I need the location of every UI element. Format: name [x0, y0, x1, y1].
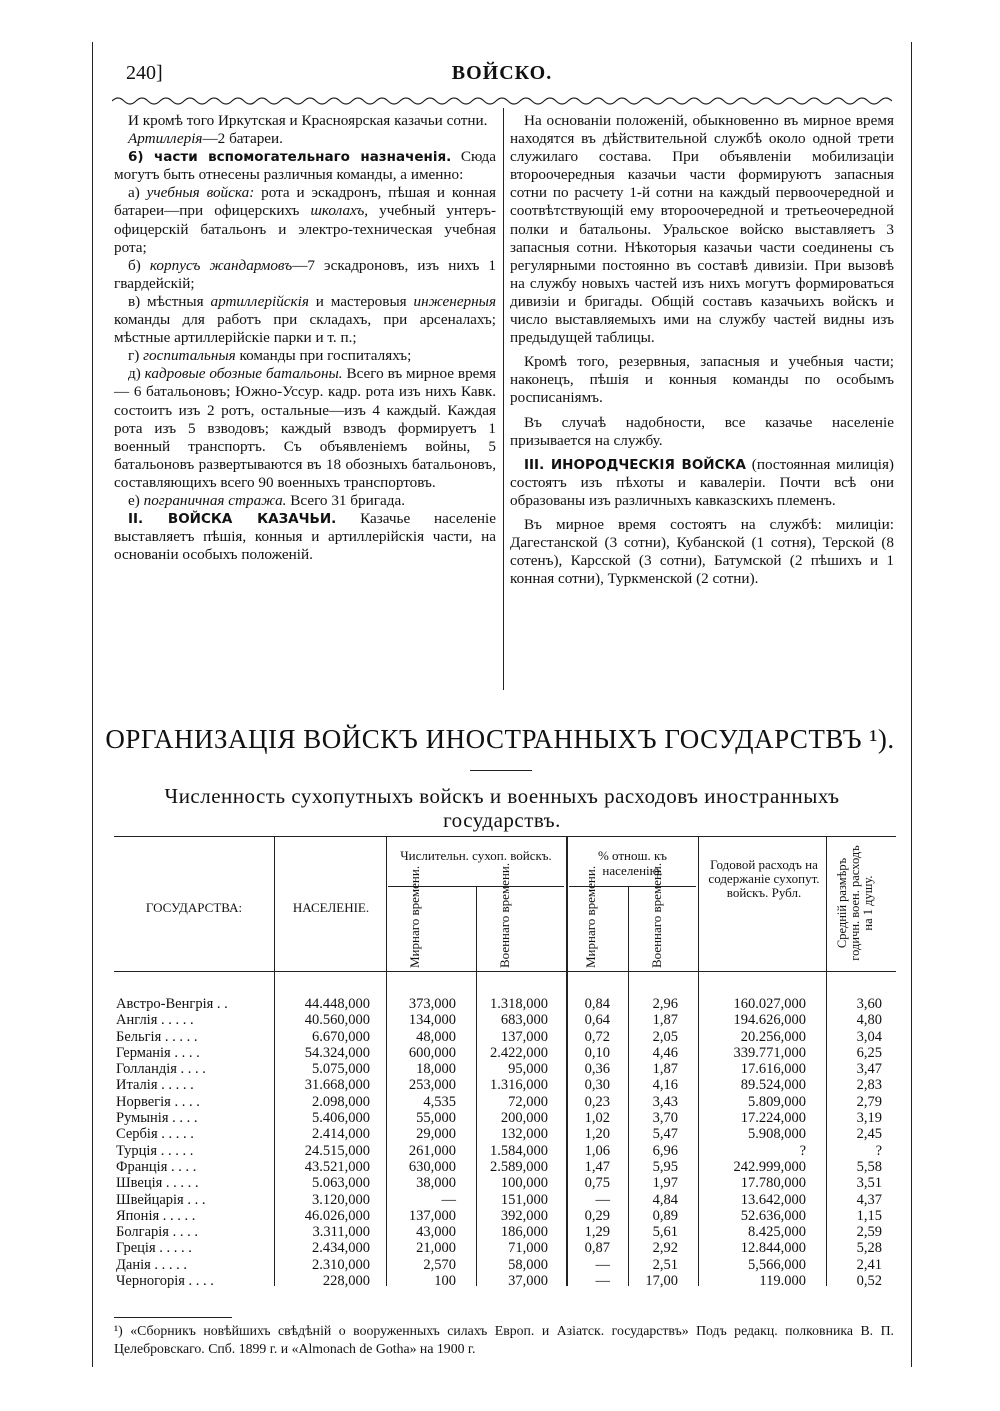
italic-term: госпитальныя [143, 347, 236, 365]
cell-expense: 194.626,000 [733, 1012, 806, 1029]
running-title: ВОЙСКО. [451, 62, 553, 84]
cell-average: 3,04 [856, 1028, 882, 1045]
paragraph [114, 130, 496, 148]
table-row [114, 1224, 896, 1240]
cell-war: 2.422,000 [490, 1044, 548, 1061]
cell-state: Румынія . . . . [116, 1110, 198, 1127]
text: а) [128, 184, 140, 202]
cell-state: Австро-Венгрія . . [116, 996, 228, 1012]
cell-state: Болгарія . . . . [116, 1224, 198, 1241]
paragraph [114, 492, 496, 510]
cell-population: 5.075,000 [312, 1061, 370, 1078]
paragraph [114, 347, 496, 365]
cell-population: 2.098,000 [312, 1093, 370, 1110]
paragraph [114, 365, 496, 492]
text: д) [128, 365, 141, 383]
table-row [114, 1143, 896, 1159]
italic-term: корпусъ жандармовъ [149, 256, 293, 274]
cell-war: 2.589,000 [490, 1158, 548, 1175]
cell-population: 2.310,000 [312, 1256, 370, 1273]
header-group-percent: % отнош. къ населенію. [597, 848, 668, 878]
cell-expense: 8.425,000 [748, 1224, 806, 1241]
section-lead: III. ИНОРОДЧЕСКІЯ ВОЙСКА [524, 456, 746, 473]
cell-population: 3.120,000 [312, 1191, 370, 1208]
italic-term: инженерныя [413, 292, 497, 310]
cell-state: Германія . . . . [116, 1044, 200, 1061]
italic-term: пограничная стража. [143, 491, 287, 509]
cell-population: 5.063,000 [312, 1175, 370, 1192]
cell-expense: 13.642,000 [740, 1191, 806, 1208]
cell-war-pct: 5,61 [652, 1224, 678, 1241]
cell-expense: ? [799, 1142, 806, 1159]
cell-state: Италія . . . . . [116, 1077, 194, 1094]
cell-population: 43.521,000 [304, 1158, 370, 1175]
paragraph: Въ случаѣ надобности, все казачье населеніе призывается на службу. [510, 413, 894, 449]
table-row [114, 1077, 896, 1093]
cell-war: 137,000 [500, 1028, 548, 1045]
cell-expense: 5.809,000 [748, 1093, 806, 1110]
cell-war-pct: 1,97 [652, 1175, 678, 1192]
cell-peace-pct: 0,10 [584, 1044, 610, 1061]
cell-average: 2,59 [856, 1224, 882, 1241]
text: и мастеровыя [315, 292, 407, 310]
cell-state: Черногорія . . . . [116, 1273, 214, 1290]
paragraph: На основаніи положеній, обыкновенно въ мирное время находятся въ дѣйствительной службѣ около одной трети служилаго состава. При объявленіи мобилизаціи второочередныя казачьи части формируютъ запасныя сотни по расчету 1-й сотни на каждый первоочередной и соотвѣтствующій ему второочередной и третьеочередной полки и батальоны. Уральское войско выставляетъ 3 запасныя сотни. Нѣкоторыя казачьи части соединены съ регулярными постоянно въ составѣ дивизіи. При вызовѣ на службу новыхъ частей изъ нихъ могутъ формироваться дивизіи и бригады. Общій составъ казачьихъ войскъ и число выставляемыхъ ими на службу частей видны изъ предыдущей таблицы. [510, 112, 894, 347]
table-row [114, 1094, 896, 1110]
table-row [114, 996, 896, 1012]
cell-average: 2,79 [856, 1093, 882, 1110]
cell-expense: 119.000 [759, 1273, 806, 1290]
cell-war: 683,000 [500, 1012, 548, 1029]
cell-war: 132,000 [500, 1126, 548, 1143]
cell-population: 2.414,000 [312, 1126, 370, 1143]
cell-war: 37,000 [508, 1273, 548, 1290]
table-row [114, 1110, 896, 1126]
header-peace-pct: Мирнаго времени. [583, 865, 598, 968]
cell-state: Японія . . . . . [116, 1207, 196, 1224]
italic-term: Артиллерія [128, 130, 203, 148]
text: —2 батареи. [202, 130, 283, 148]
text: б) [128, 256, 141, 274]
cell-peace-pct: 0,72 [584, 1028, 610, 1045]
cell-expense: 17.224,000 [740, 1110, 806, 1127]
cell-average: 2,41 [856, 1256, 882, 1273]
table-row [114, 1012, 896, 1028]
header-expense: Годовой расходъ на содержаніе сухопут. войскъ. Рубл. [708, 857, 820, 900]
cell-war-pct: 4,46 [652, 1044, 678, 1061]
cell-peace: 373,000 [408, 996, 456, 1012]
cell-peace: 18,000 [416, 1061, 456, 1078]
italic-term: учебныя войска: [146, 184, 255, 202]
cell-population: 31.668,000 [304, 1077, 370, 1094]
cell-population: 54.324,000 [304, 1044, 370, 1061]
cell-peace: 600,000 [408, 1044, 456, 1061]
paragraph [510, 456, 894, 510]
cell-population: 46.026,000 [304, 1207, 370, 1224]
cell-peace: 134,000 [408, 1012, 456, 1029]
page-number: 240] [126, 62, 163, 84]
cell-expense: 17.780,000 [740, 1175, 806, 1192]
table-title: Численность сухопутныхъ войскъ и военныхъ расходовъ иностранныхъ государствъ. [164, 784, 840, 832]
cell-peace-pct: 0,64 [584, 1012, 610, 1029]
cell-peace-pct: 1,20 [584, 1126, 610, 1143]
table-row [114, 1208, 896, 1224]
cell-peace: 48,000 [416, 1028, 456, 1045]
table-row [114, 1126, 896, 1142]
cell-war: 95,000 [508, 1061, 548, 1078]
cell-war-pct: 2,96 [652, 996, 678, 1012]
cell-peace-pct: 0,30 [584, 1077, 610, 1094]
cell-peace-pct: 0,29 [584, 1207, 610, 1224]
paragraph [114, 148, 496, 184]
text: в) мѣстныя [128, 292, 204, 310]
text: Казачье населеніе выставляетъ пѣшія, конныя и артиллерійскія части, на основаніи особыхъ положеній. [114, 510, 496, 564]
cell-population: 5.406,000 [312, 1110, 370, 1127]
cell-state: Швеція . . . . . [116, 1175, 199, 1192]
cell-peace: 261,000 [408, 1142, 456, 1159]
cell-peace-pct: 0,84 [584, 996, 610, 1012]
cell-state: Франція . . . . [116, 1158, 197, 1175]
header-war-pct: Военнаго времени. [649, 862, 664, 968]
text: —7 эскадроновъ, изъ нихъ 1 гвардейскій; [114, 256, 496, 292]
cell-war-pct: 17,00 [645, 1273, 678, 1290]
cell-expense: 5,566,000 [748, 1256, 806, 1273]
cell-average: 5,28 [856, 1240, 882, 1257]
cell-average: 2,45 [856, 1126, 882, 1143]
text: Сюда могутъ быть отнесены различныя команды, а именно: [114, 148, 496, 184]
cell-peace: 2,570 [423, 1256, 456, 1273]
cell-state: Бельгія . . . . . [116, 1028, 198, 1045]
cell-average: 2,83 [856, 1077, 882, 1094]
cell-war-pct: 4,84 [652, 1191, 678, 1208]
cell-average: ? [875, 1142, 882, 1159]
cell-expense: 52.636,000 [740, 1207, 806, 1224]
cell-war-pct: 4,16 [652, 1077, 678, 1094]
cell-war-pct: 0,89 [652, 1207, 678, 1224]
cell-war-pct: 3,43 [652, 1093, 678, 1110]
cell-population: 24.515,000 [304, 1142, 370, 1159]
cell-peace: 630,000 [408, 1158, 456, 1175]
cell-average: 3,19 [856, 1110, 882, 1127]
italic-term: артиллерійскія [210, 292, 309, 310]
cell-population: 40.560,000 [304, 1012, 370, 1029]
table-row [114, 1175, 896, 1191]
paragraph [114, 510, 496, 564]
cell-war-pct: 5,95 [652, 1158, 678, 1175]
footnote-rule [114, 1317, 232, 1318]
cell-average: 5,58 [856, 1158, 882, 1175]
cell-war: 71,000 [508, 1240, 548, 1257]
cell-peace: 38,000 [416, 1175, 456, 1192]
header-group-numbers: Числительн. сухоп. войскъ. [400, 848, 552, 863]
cell-peace-pct: 0,23 [584, 1093, 610, 1110]
cell-expense: 242.999,000 [733, 1158, 806, 1175]
footnote: ¹) «Сборникъ новѣйшихъ свѣдѣній о вооруженныхъ силахъ Европ. и Азіатск. государствъ» Подъ редакц. полковника В. П. Целебровскаго. Спб. 1899 г. и «Almonach de Gotha» на 1900 г. [114, 1323, 894, 1356]
cell-peace-pct: 0,36 [584, 1061, 610, 1078]
cell-peace: 55,000 [416, 1110, 456, 1127]
cell-war-pct: 2,51 [652, 1256, 678, 1273]
section-title: ОРГАНИЗАЦІЯ ВОЙСКЪ ИНОСТРАННЫХЪ ГОСУДАРСТВЪ ¹). [105, 724, 895, 754]
header-state: ГОСУДАРСТВА: [145, 900, 243, 915]
cell-war-pct: 1,87 [652, 1012, 678, 1029]
cell-state: Голландія . . . . [116, 1061, 206, 1078]
cell-peace: 137,000 [408, 1207, 456, 1224]
header-average: Средній размѣръ годичн. воен. расходъ на 1 душу. [835, 845, 875, 961]
cell-average: 6,25 [856, 1044, 882, 1061]
cell-expense: 20.256,000 [740, 1028, 806, 1045]
text: команды при госпиталяхъ; [239, 347, 412, 365]
italic-term: школахъ, [310, 202, 369, 220]
cell-state: Данія . . . . . [116, 1256, 188, 1273]
table-row [114, 1061, 896, 1077]
cell-war-pct: 3,70 [652, 1110, 678, 1127]
cell-war-pct: 2,92 [652, 1240, 678, 1257]
cell-peace: 253,000 [408, 1077, 456, 1094]
cell-peace-pct: — [595, 1191, 610, 1208]
cell-war: 186,000 [500, 1224, 548, 1241]
cell-state: Швейцарія . . . [116, 1191, 206, 1208]
cell-peace-pct: 1,29 [584, 1224, 610, 1241]
cell-average: 4,80 [856, 1012, 882, 1029]
header-peace: Мирнаго времени. [407, 865, 422, 968]
cell-expense: 17.616,000 [740, 1061, 806, 1078]
cell-war: 1.584,000 [490, 1142, 548, 1159]
paragraph: И кромѣ того Иркутская и Красноярская казачьи сотни. [128, 112, 488, 129]
cell-war-pct: 5,47 [652, 1126, 678, 1143]
cell-peace-pct: 0,75 [584, 1175, 610, 1192]
cell-average: 3,60 [856, 996, 882, 1012]
cell-peace: 100 [434, 1273, 456, 1290]
cell-state: Греція . . . . . [116, 1240, 192, 1257]
table-top-rule [114, 836, 896, 837]
text: е) [128, 491, 140, 509]
cell-war: 1.316,000 [490, 1077, 548, 1094]
text: рота и эскадронъ, пѣшая и конная батареи—при офицерскихъ [114, 184, 496, 220]
running-head [112, 62, 892, 92]
text: Всего въ мирное время — 6 батальоновъ; Южно-Уссур. кадр. рота изъ нихъ Кавк. состоитъ изъ 2 ротъ, остальные—изъ 4 каждый. Каждая рота изъ 5 взводовъ; каждый взводъ формируетъ 1 военный транспортъ. Съ объявленіемъ войны, 5 батальоновъ развертываются въ 18 обозныхъ батальоновъ, составляющихъ всего 90 военныхъ транспортовъ. [114, 365, 496, 491]
table-row [114, 1029, 896, 1045]
text: команды для работъ при складахъ, при арсеналахъ; мѣстные артиллерійскіе парки и т. п.; [114, 311, 496, 347]
cell-war: 58,000 [508, 1256, 548, 1273]
cell-state: Турція . . . . . [116, 1142, 194, 1159]
cell-state: Англія . . . . . [116, 1012, 194, 1029]
cell-peace-pct: — [595, 1256, 610, 1273]
cell-population: 228,000 [322, 1273, 370, 1290]
table-row [114, 1192, 896, 1208]
cell-peace-pct: 0,87 [584, 1240, 610, 1257]
paragraph: Въ мирное время состоятъ на службѣ: милиціи: Дагестанской (3 сотни), Кубанской (1 сотня), Терской (8 сотенъ), Карсской (3 сотни), Батумской (2 пѣшихъ и 1 конная сотни), Туркменской (2 сотни). [510, 515, 894, 588]
cell-average: 0,52 [856, 1273, 882, 1290]
cell-expense: 89.524,000 [740, 1077, 806, 1094]
cell-war: 100,000 [500, 1175, 548, 1192]
cell-population: 3.311,000 [312, 1224, 370, 1241]
table-row [114, 1273, 896, 1289]
italic-term: кадровые обозные батальоны. [144, 365, 343, 383]
cell-peace: 43,000 [416, 1224, 456, 1241]
cell-peace-pct: 1,06 [584, 1142, 610, 1159]
cell-war: 151,000 [500, 1191, 548, 1208]
cell-war: 1.318,000 [490, 996, 548, 1012]
section-lead: 6) части вспомогательнаго назначенія. [128, 149, 452, 166]
cell-average: 1,15 [856, 1207, 882, 1224]
cell-state: Норвегія . . . . [116, 1093, 200, 1110]
cell-peace: — [441, 1191, 456, 1208]
cell-state: Сербія . . . . . [116, 1126, 194, 1143]
cell-population: 44.448,000 [304, 996, 370, 1012]
left-column [114, 112, 496, 564]
cell-expense: 12.844,000 [740, 1240, 806, 1257]
cell-population: 2.434,000 [312, 1240, 370, 1257]
paragraph: Кромѣ того, резервныя, запасныя и учебныя части; наконецъ, пѣшія и конныя команды по особымъ росписаніямъ. [510, 353, 894, 407]
text: г) [128, 347, 140, 365]
cell-peace: 29,000 [416, 1126, 456, 1143]
cell-peace-pct: 1,47 [584, 1158, 610, 1175]
cell-peace: 21,000 [416, 1240, 456, 1257]
table-row [114, 1240, 896, 1256]
cell-war: 200,000 [500, 1110, 548, 1127]
text: Всего 31 бригада. [290, 491, 405, 509]
cell-war-pct: 6,96 [652, 1142, 678, 1159]
header-bottom-rule [114, 971, 896, 972]
wavy-rule [112, 95, 892, 107]
cell-war-pct: 2,05 [652, 1028, 678, 1045]
section-lead: II. ВОЙСКА КАЗАЧЬИ. [128, 511, 337, 528]
header-population: НАСЕЛЕНІЕ. [292, 900, 370, 915]
table-body [114, 996, 896, 1289]
paragraph [114, 293, 496, 347]
cell-population: 6.670,000 [312, 1028, 370, 1045]
cell-peace: 4,535 [423, 1093, 456, 1110]
text: учебный унтеръ-офицерскій батальонъ и электро-техническая учебная рота; [114, 202, 497, 256]
text: (постоянная милиція) состоятъ изъ пѣхоты и кавалеріи. Почти всѣ они образованы изъ различныхъ кавказскихъ племенъ. [510, 455, 894, 509]
column-divider [503, 108, 504, 690]
paragraph [114, 184, 496, 256]
right-column [510, 112, 894, 588]
cell-peace-pct: 1,02 [584, 1110, 610, 1127]
table-row [114, 1257, 896, 1273]
paragraph [114, 257, 496, 293]
cell-average: 3,47 [856, 1061, 882, 1078]
short-rule [470, 770, 532, 771]
cell-expense: 160.027,000 [733, 996, 806, 1012]
cell-expense: 339.771,000 [733, 1044, 806, 1061]
table-row [114, 1045, 896, 1061]
table-row [114, 1159, 896, 1175]
header-war: Военнаго времени. [497, 862, 512, 968]
cell-expense: 5.908,000 [748, 1126, 806, 1143]
cell-average: 4,37 [856, 1191, 882, 1208]
cell-war: 392,000 [500, 1207, 548, 1224]
cell-average: 3,51 [856, 1175, 882, 1192]
cell-war: 72,000 [508, 1093, 548, 1110]
cell-war-pct: 1,87 [652, 1061, 678, 1078]
cell-peace-pct: — [595, 1273, 610, 1290]
